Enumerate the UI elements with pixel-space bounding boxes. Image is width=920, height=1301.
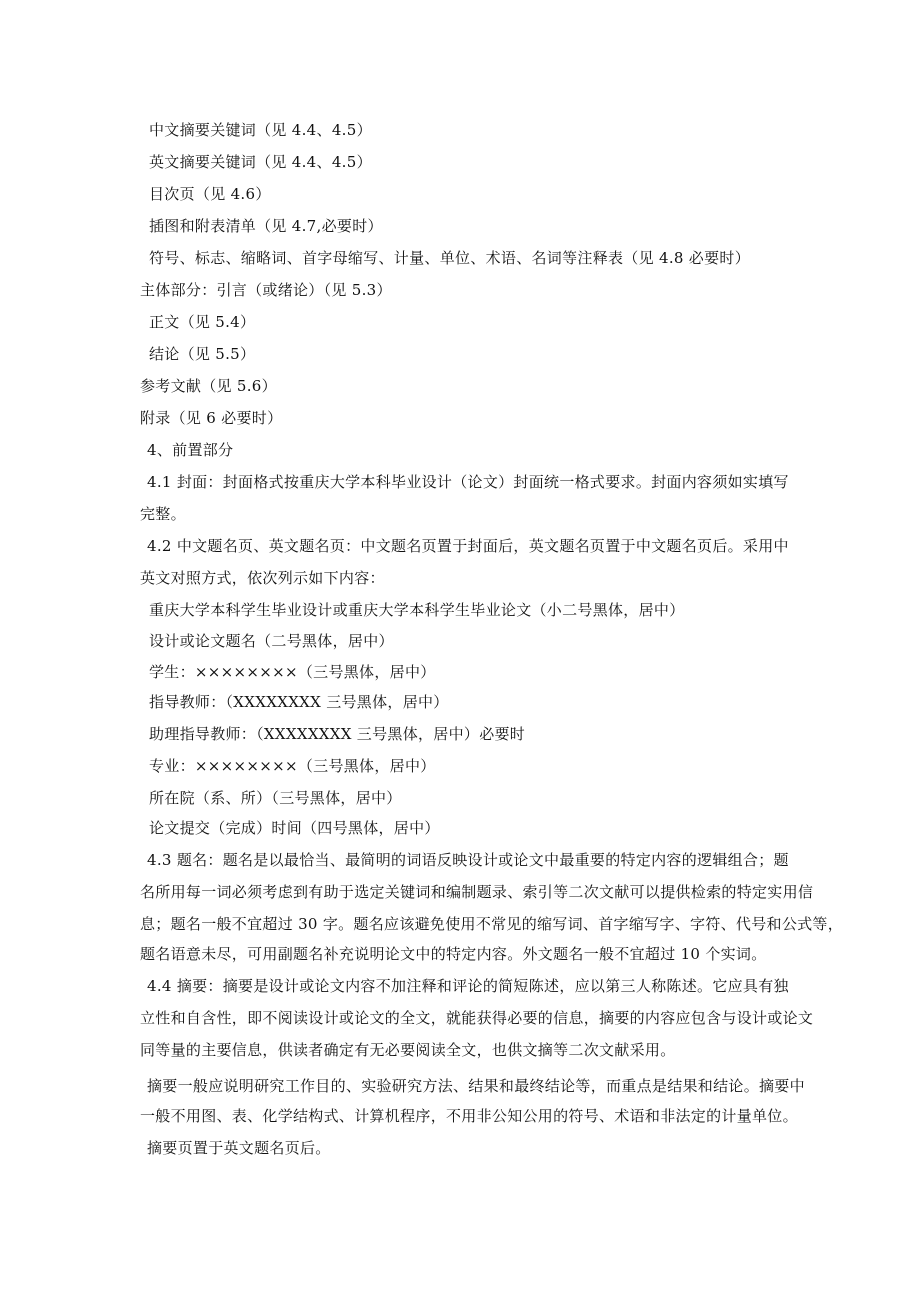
list-item-references: 参考文献（见 5.6）	[140, 377, 277, 395]
abstract-para-line-2: 一般不用图、表、化学结构式、计算机程序，不用非公知公用的符号、术语和非法定的计量单位。	[140, 1107, 798, 1125]
title-page-item: 所在院（系、所）（三号黑体，居中）	[149, 789, 402, 807]
section-4-3-line-1: 4.3 题名：题名是以最恰当、最简明的词语反映设计或论文中最重要的特定内容的逻辑组合；题	[147, 851, 789, 869]
title-page-item: 专业：××××××××（三号黑体，居中）	[149, 757, 436, 775]
list-item-symbols-glossary: 符号、标志、缩略词、首字母缩写、计量、单位、术语、名词等注释表（见 4.8 必要时）	[149, 249, 750, 267]
list-item-en-abstract-keywords: 英文摘要关键词（见 4.4、4.5）	[149, 153, 372, 171]
section-4-4-line-1: 4.4 摘要：摘要是设计或论文内容不加注释和评论的简短陈述，应以第三人称陈述。它应具有独	[147, 977, 789, 995]
section-4-3-line-4: 题名语意未尽，可用副题名补充说明论文中的特定内容。外文题名一般不宜超过 10 个实词。	[140, 945, 767, 963]
title-page-item: 助理指导教师：（XXXXXXXX 三号黑体，居中）必要时	[149, 725, 526, 743]
title-page-item: 重庆大学本科学生毕业设计或重庆大学本科学生毕业论文（小二号黑体，居中）	[149, 601, 685, 619]
main-part-label: 主体部分：引言（或绪论）（见 5.3）	[140, 281, 392, 299]
section-heading-front-part: 4、前置部分	[147, 441, 234, 459]
list-item-figures-tables: 插图和附表清单（见 4.7,必要时）	[149, 217, 383, 235]
section-4-2-line-2: 英文对照方式，依次列示如下内容：	[140, 569, 385, 587]
section-4-2-line-1: 4.2 中文题名页、英文题名页：中文题名页置于封面后，英文题名页置于中文题名页后。采用中	[147, 537, 789, 555]
list-item-cn-abstract-keywords: 中文摘要关键词（见 4.4、4.5）	[149, 121, 372, 139]
title-page-item: 指导教师：（XXXXXXXX 三号黑体，居中）	[149, 693, 449, 711]
section-4-4-line-3: 同等量的主要信息，供读者确定有无必要阅读全文，也供文摘等二次文献采用。	[140, 1041, 676, 1059]
section-4-1-line-2: 完整。	[140, 505, 186, 523]
section-4-4-line-2: 立性和自含性，即不阅读设计或论文的全文，就能获得必要的信息，摘要的内容应包含与设计或论文	[140, 1009, 814, 1027]
list-item-conclusion: 结论（见 5.5）	[149, 345, 256, 363]
title-page-item: 论文提交（完成）时间（四号黑体，居中）	[149, 819, 440, 837]
list-item-toc-page: 目次页（见 4.6）	[149, 185, 271, 203]
section-4-3-line-3: 息；题名一般不宜超过 30 字。题名应该避免使用不常见的缩写词、首字缩写字、字符、代号和公式等，	[140, 915, 844, 933]
list-item-appendix: 附录（见 6 必要时）	[140, 409, 283, 427]
section-4-3-line-2: 名所用每一词必须考虑到有助于选定关键词和编制题录、索引等二次文献可以提供检索的特定实用信	[140, 883, 814, 901]
abstract-para-line-1: 摘要一般应说明研究工作目的、实验研究方法、结果和最终结论等，而重点是结果和结论。摘要中	[147, 1077, 805, 1095]
title-page-item: 设计或论文题名（二号黑体，居中）	[149, 632, 394, 650]
abstract-position-note: 摘要页置于英文题名页后。	[147, 1139, 331, 1157]
list-item-body: 正文（见 5.4）	[149, 313, 256, 331]
title-page-item: 学生：××××××××（三号黑体，居中）	[149, 663, 436, 681]
section-4-1-line-1: 4.1 封面：封面格式按重庆大学本科毕业设计（论文）封面统一格式要求。封面内容须如实填写	[147, 473, 789, 491]
